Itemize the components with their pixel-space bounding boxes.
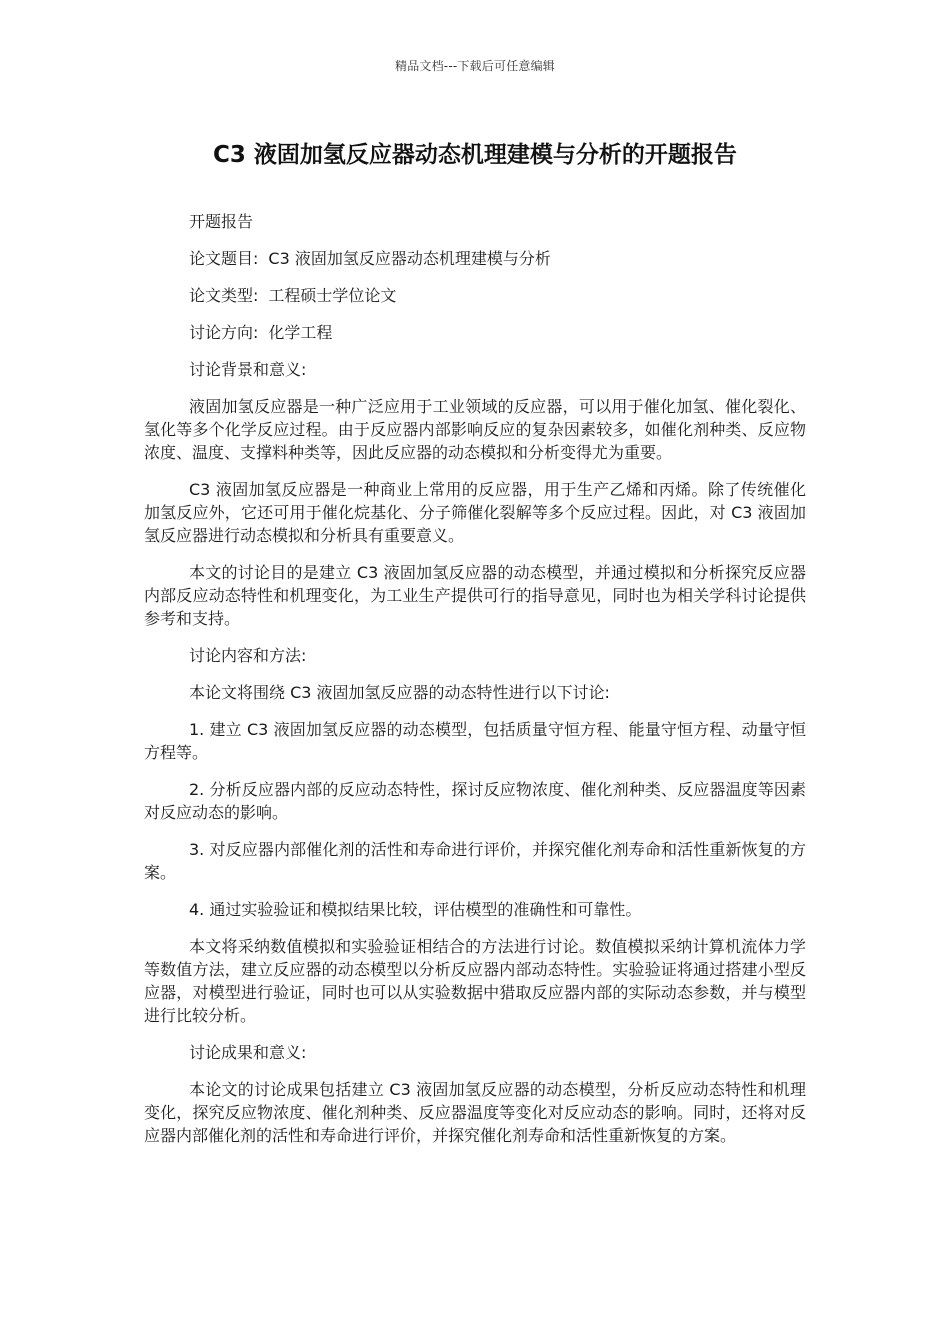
topic-label: 论文题目:: [189, 249, 259, 268]
methods-item: 1. 建立 C3 液固加氢反应器的动态模型，包括质量守恒方程、能量守恒方程、动量守恒方程等。: [144, 720, 806, 762]
header-note: 精品文档---下载后可任意编辑: [395, 59, 555, 73]
methods-item: 2. 分析反应器内部的反应动态特性，探讨反应物浓度、催化剂种类、反应器温度等因素对反应动态的影响。: [144, 780, 806, 822]
type-field: [144, 284, 806, 307]
results-paragraph: 本论文的讨论成果包括建立 C3 液固加氢反应器的动态模型，分析反应动态特性和机理变化，探究反应物浓度、催化剂种类、反应器温度等变化对反应动态的影响。同时，还将对反应器内部催化剂的活性和寿命进行评价，并探究催化剂寿命和活性重新恢复的方案。: [144, 1080, 806, 1145]
direction-value: 化学工程: [268, 323, 333, 342]
document-body: [144, 210, 806, 1161]
results-heading: 讨论成果和意义:: [189, 1043, 307, 1062]
direction-field: [144, 321, 806, 344]
type-label: 论文类型:: [189, 286, 259, 305]
background-paragraph: 液固加氢反应器是一种广泛应用于工业领域的反应器，可以用于催化加氢、催化裂化、氢化等多个化学反应过程。由于反应器内部影响反应的复杂因素较多，如催化剂种类、反应物浓度、温度、支撑料种类等，因此反应器的动态模拟和分析变得尤为重要。: [144, 397, 806, 462]
report-label: 开题报告: [189, 212, 254, 231]
direction-label: 讨论方向:: [189, 323, 259, 342]
methods-heading: 讨论内容和方法:: [189, 646, 307, 665]
methods-intro: 本论文将围绕 C3 液固加氢反应器的动态特性进行以下讨论:: [189, 683, 610, 702]
topic-field: [144, 247, 806, 270]
topic-value: C3 液固加氢反应器动态机理建模与分析: [268, 249, 551, 268]
background-paragraph: 本文的讨论目的是建立 C3 液固加氢反应器的动态模型，并通过模拟和分析探究反应器内部反应动态特性和机理变化，为工业生产提供可行的指导意见，同时也为相关学科讨论提供参考和支持。: [144, 563, 806, 628]
methods-item: 3. 对反应器内部催化剂的活性和寿命进行评价，并探究催化剂寿命和活性重新恢复的方案。: [144, 840, 806, 882]
type-value: 工程硕士学位论文: [268, 286, 397, 305]
methods-item: 4. 通过实验验证和模拟结果比较，评估模型的准确性和可靠性。: [189, 900, 642, 919]
methods-summary: 本文将采纳数值模拟和实验验证相结合的方法进行讨论。数值模拟采纳计算机流体力学等数值方法，建立反应器的动态模型以分析反应器内部动态特性。实验验证将通过搭建小型反应器，对模型进行验证，同时也可以从实验数据中猎取反应器内部的实际动态参数，并与模型进行比较分析。: [144, 937, 806, 1025]
document-title: C3 液固加氢反应器动态机理建模与分析的开题报告: [213, 142, 737, 168]
background-paragraph: C3 液固加氢反应器是一种商业上常用的反应器，用于生产乙烯和丙烯。除了传统催化加氢反应外，它还可用于催化烷基化、分子筛催化裂解等多个反应过程。因此，对 C3 液固加氢反应器进行动态模拟和分析具有重要意义。: [144, 480, 806, 545]
background-heading: 讨论背景和意义:: [189, 360, 307, 379]
